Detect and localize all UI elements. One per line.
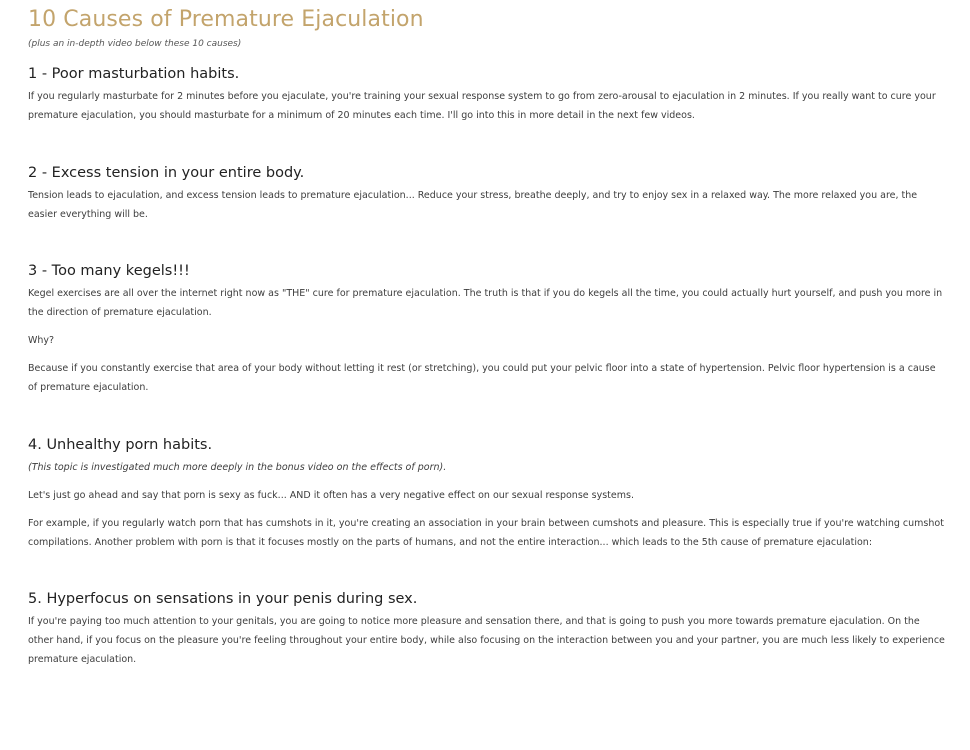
cause-5-paragraph: If you're paying too much attention to your genitals, you are going to notice more pleasure and sensation there, and that is going to push you more towards premature ejaculation. On the other hand, if you focus on the pleasure you're feeling throughout your entire body, while also focusing on the interaction between you and your partner, you are much less likely to experience premature ejaculation. [28,616,945,665]
page-title: 10 Causes of Premature Ejaculation [28,7,424,32]
subtitle: (plus an in-depth video below these 10 causes) [28,39,242,49]
cause-5-heading: 5. Hyperfocus on sensations in your penis during sex. [28,591,418,607]
cause-4-heading: 4. Unhealthy porn habits. [28,437,213,453]
cause-3-paragraph-3: Because if you constantly exercise that area of your body without letting it rest (or stretching), you could put your pelvic floor into a state of hypertension. Pelvic floor hypertension is a cause of premature ejaculation. [28,363,936,393]
cause-1-paragraph: If you regularly masturbate for 2 minutes before you ejaculate, you're training your sexual response system to go from zero-arousal to ejaculation in 2 minutes. If you really want to cure your premature ejaculation, you should masturbate for a minimum of 20 minutes each time. I'll go into this in more detail in the next few videos. [28,91,936,121]
cause-3-heading: 3 - Too many kegels!!! [28,263,190,279]
cause-3-paragraph-1: Kegel exercises are all over the internet right now as "THE" cure for premature ejaculation. The truth is that if you do kegels all the time, you could actually hurt yourself, and push you more in the direction of premature ejaculation. [28,288,943,318]
article [28,4,946,669]
cause-2-paragraph: Tension leads to ejaculation, and excess tension leads to premature ejaculation... Reduce your stress, breathe deeply, and try to enjoy sex in a relaxed way. The more relaxed you are, the easier everything will be. [28,190,918,220]
cause-4-paragraph-2: For example, if you regularly watch porn that has cumshots in it, you're creating an association in your brain between cumshots and pleasure. This is especially true if you're watching cumshot compilations. Another problem with porn is that it focuses mostly on the parts of humans, and not the entire interaction... which leads to the 5th cause of premature ejaculation: [28,518,944,548]
cause-3-paragraph-2: Why? [28,335,55,346]
cause-4-note: (This topic is investigated much more deeply in the bonus video on the effects of porn). [28,462,447,473]
cause-2-heading: 2 - Excess tension in your entire body. [28,165,305,181]
cause-1-heading: 1 - Poor masturbation habits. [28,66,240,82]
cause-4-paragraph-1: Let's just go ahead and say that porn is sexy as fuck... AND it often has a very negative effect on our sexual response systems. [28,490,634,501]
